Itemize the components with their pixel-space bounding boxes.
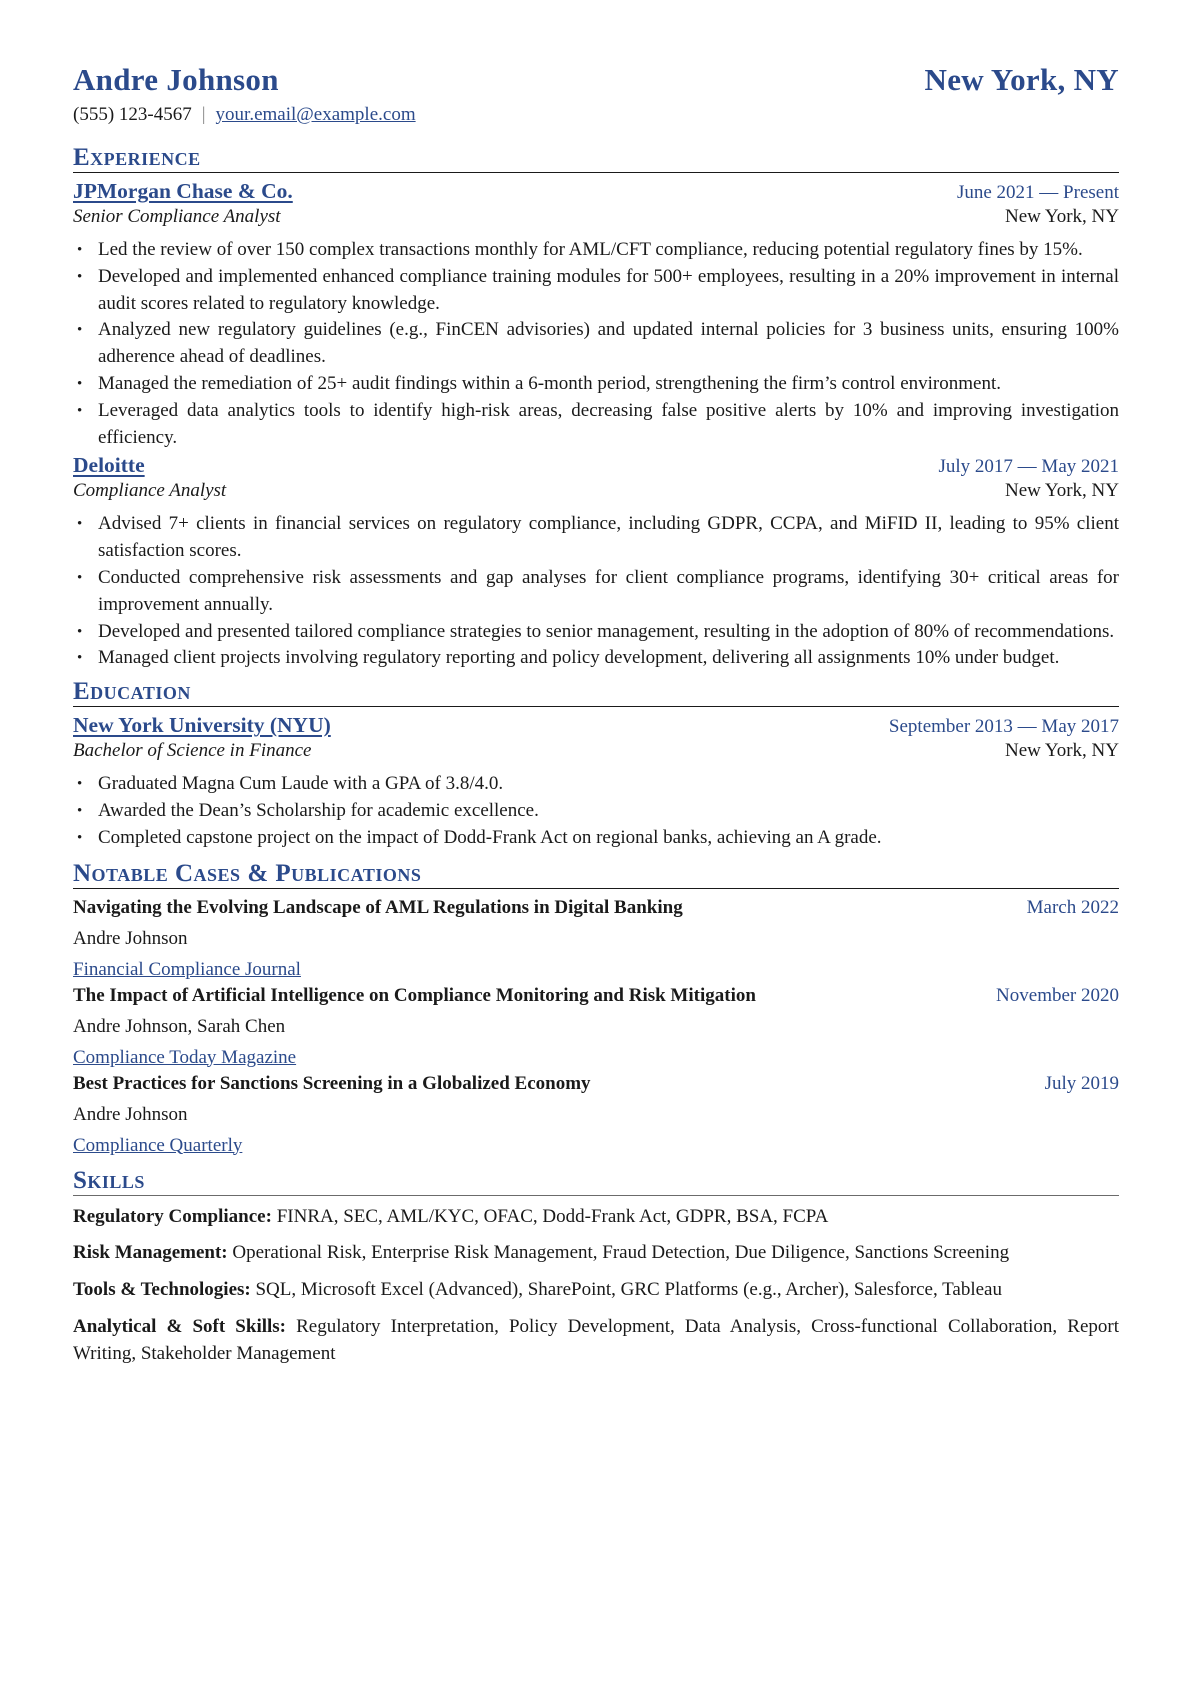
publication-date: July 2019 [1044, 1072, 1119, 1094]
candidate-location: New York, NY [924, 62, 1119, 97]
publication-authors: Andre Johnson [73, 927, 188, 949]
list-item: • Developed and implemented enhanced compliance training modules for 500+ employees, resulting in a 20% improvement in internal audit scores related to regulatory knowledge. [73, 264, 1119, 318]
publication-venue-link[interactable]: Financial Compliance Journal [73, 958, 301, 980]
employer-link[interactable]: Deloitte [73, 453, 145, 478]
publication-title: The Impact of Artificial Intelligence on Compliance Monitoring and Risk Mitigation [73, 984, 756, 1006]
skill-value: Operational Risk, Enterprise Risk Management, Fraud Detection, Due Diligence, Sanctions Screening [232, 1242, 1010, 1264]
skill-label: Risk Management: [73, 1242, 228, 1264]
section-title-education: Education [73, 678, 1119, 707]
list-item: • Advised 7+ clients in financial services on regulatory compliance, including GDPR, CCPA, and MiFID II, leading to 95% client satisfaction scores. [73, 511, 1119, 565]
publication-item [73, 1073, 1119, 1157]
skill-value: Regulatory Interpretation, Policy Development, Data Analysis, Cross-functional Collaboration, Report Writing, Stakeholder Management [73, 1315, 1120, 1364]
resume-page [73, 62, 1119, 1368]
section-title-experience: Experience [73, 144, 1119, 173]
skill-row-analytical-soft-skills [73, 1314, 1119, 1368]
skill-value: FINRA, SEC, AML/KYC, OFAC, Dodd-Frank Act, GDPR, BSA, FCPA [276, 1205, 829, 1227]
employment-dates: June 2021 — Present [956, 182, 1119, 203]
list-item: • Analyzed new regulatory guidelines (e.g., FinCEN advisories) and updated internal policies for 3 business units, ensuring 100% adherence ahead of deadlines. [73, 317, 1119, 371]
skill-value: SQL, Microsoft Excel (Advanced), SharePoint, GRC Platforms (e.g., Archer), Salesforce, Tableau [255, 1279, 1002, 1301]
candidate-name: Andre Johnson [73, 62, 279, 97]
publication-authors: Andre Johnson [73, 1103, 188, 1125]
employment-dates: July 2017 — May 2021 [938, 456, 1119, 478]
job-location: New York, NY [1004, 480, 1119, 502]
skill-row-risk-management [73, 1240, 1119, 1267]
education-location: New York, NY [1004, 740, 1119, 762]
publication-title: Navigating the Evolving Landscape of AML Regulations in Digital Banking [73, 896, 683, 918]
contact-separator: | [201, 104, 206, 125]
list-item: • Conducted comprehensive risk assessments and gap analyses for client compliance programs, identifying 30+ critical areas for improvement annually. [73, 565, 1119, 619]
skill-label: Regulatory Compliance: [73, 1205, 272, 1227]
achievement-list [73, 237, 1119, 451]
publication-venue-link[interactable]: Compliance Quarterly [73, 1134, 243, 1156]
degree: Bachelor of Science in Finance [73, 740, 312, 762]
experience-entry [73, 173, 1119, 451]
employer-link[interactable]: JPMorgan Chase & Co. [73, 179, 293, 203]
section-title-skills: Skills [73, 1167, 1119, 1196]
contact-line [73, 104, 1119, 126]
publication-item [73, 985, 1119, 1069]
experience-entry [73, 451, 1119, 672]
phone-number: (555) 123-4567 [73, 104, 192, 125]
skill-row-regulatory-compliance [73, 1204, 1119, 1231]
job-title: Compliance Analyst [73, 480, 227, 502]
job-location: New York, NY [1004, 206, 1119, 227]
list-item: • Leveraged data analytics tools to identify high-risk areas, decreasing false positive alerts by 10% and improving investigation efficiency. [73, 398, 1119, 452]
achievement-list [73, 511, 1119, 672]
section-title-publications: Notable Cases & Publications [73, 860, 1119, 889]
publication-venue-link[interactable]: Compliance Today Magazine [73, 1046, 297, 1068]
publication-authors: Andre Johnson, Sarah Chen [73, 1015, 286, 1037]
publication-item [73, 897, 1119, 981]
institution-link[interactable]: New York University (NYU) [73, 713, 331, 738]
publication-title: Best Practices for Sanctions Screening in a Globalized Economy [73, 1072, 591, 1094]
skill-label: Analytical & Soft Skills: [73, 1315, 286, 1337]
education-entry [73, 707, 1119, 851]
job-title: Senior Compliance Analyst [73, 206, 281, 227]
publication-date: November 2020 [996, 984, 1119, 1006]
list-item: • Managed the remediation of 25+ audit findings within a 6-month period, strengthening the firm’s control environment. [73, 371, 1119, 398]
list-item: • Managed client projects involving regulatory reporting and policy development, delivering all assignments 10% under budget. [73, 645, 1119, 672]
education-dates: September 2013 — May 2017 [888, 716, 1119, 738]
skill-row-tools-technologies [73, 1277, 1119, 1304]
list-item: • Completed capstone project on the impact of Dodd-Frank Act on regional banks, achieving an A grade. [73, 825, 1119, 852]
list-item: • Led the review of over 150 complex transactions monthly for AML/CFT compliance, reducing potential regulatory fines by 15%. [73, 237, 1119, 264]
list-item: • Developed and presented tailored compliance strategies to senior management, resulting in the adoption of 80% of recommendations. [73, 619, 1119, 646]
skill-label: Tools & Technologies: [73, 1279, 251, 1301]
email-link[interactable]: your.email@example.com [215, 104, 416, 125]
list-item: • Graduated Magna Cum Laude with a GPA of 3.8/4.0. [73, 771, 1119, 798]
publication-date: March 2022 [1026, 896, 1119, 918]
list-item: • Awarded the Dean’s Scholarship for academic excellence. [73, 798, 1119, 825]
education-achievement-list [73, 771, 1119, 851]
resume-header [73, 62, 1119, 98]
